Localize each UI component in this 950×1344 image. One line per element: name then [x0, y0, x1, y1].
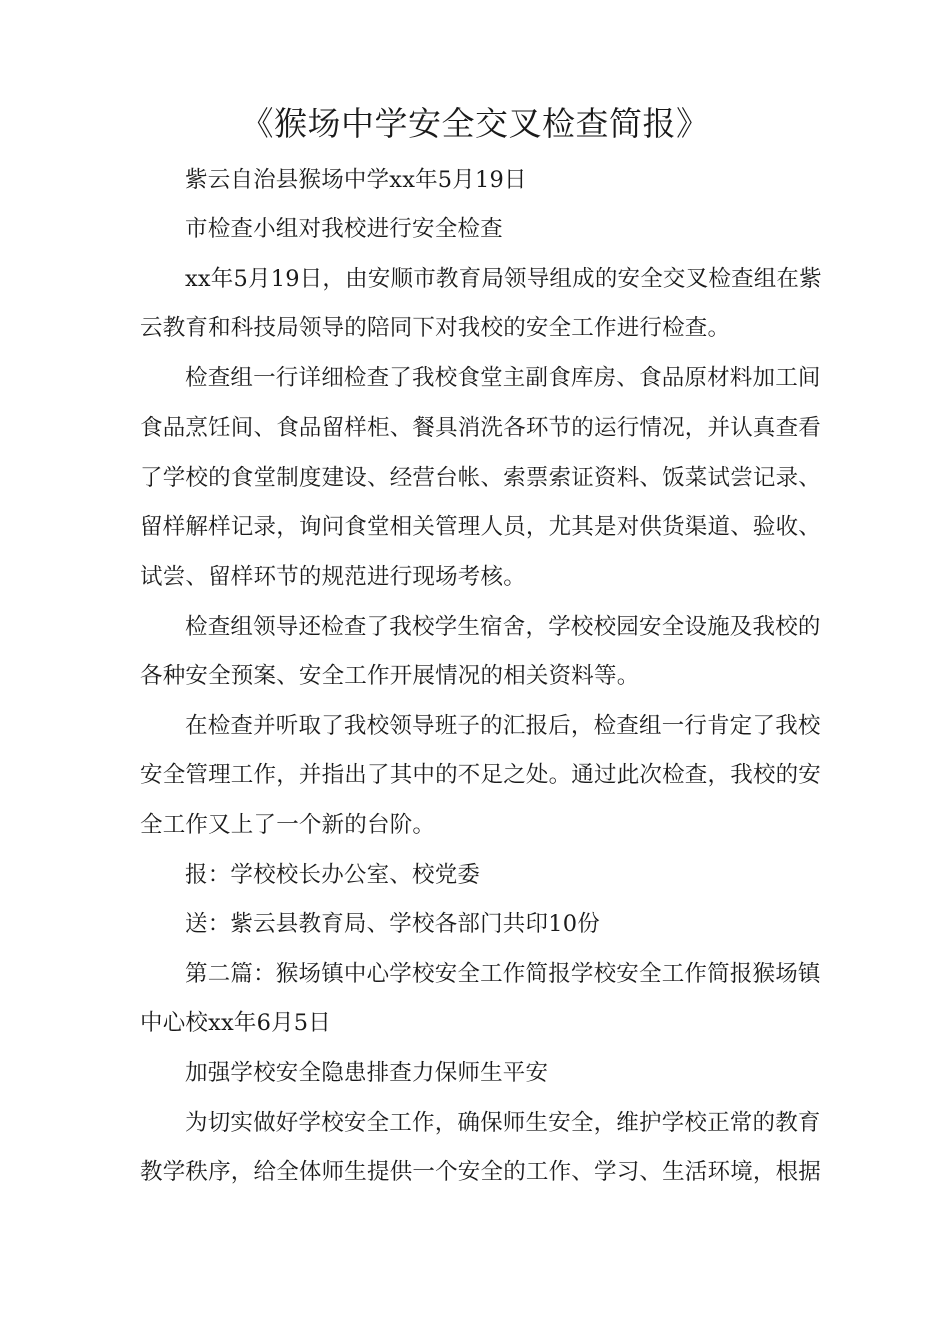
paragraph-line: 全工作又上了一个新的台阶。: [140, 812, 436, 838]
paragraph-line: xx年5月19日，由安顺市教育局领导组成的安全交叉检查组在紫: [185, 266, 822, 292]
paragraph-line: 了学校的食堂制度建设、经营台帐、索票索证资料、饭菜试尝记录、: [140, 465, 822, 491]
send-to-line: 送：紫云县教育局、学校各部门共印10份: [185, 911, 600, 937]
paragraph-line: 检查组一行详细检查了我校食堂主副食库房、食品原材料加工间: [185, 365, 821, 391]
paragraph-line: 在检查并听取了我校领导班子的汇报后，检查组一行肯定了我校: [185, 713, 821, 739]
date-line: 紫云自治县猴场中学xx年5月19日: [185, 167, 527, 193]
section-heading: 加强学校安全隐患排查力保师生平安: [185, 1060, 549, 1086]
paragraph-line: 教学秩序，给全体师生提供一个安全的工作、学习、生活环境，根据: [140, 1159, 822, 1185]
paragraph-line: 检查组领导还检查了我校学生宿舍，学校校园安全设施及我校的: [185, 614, 821, 640]
paragraph-line: 为切实做好学校安全工作，确保师生安全，维护学校正常的教育: [185, 1110, 821, 1136]
date-line: 中心校xx年6月5日: [140, 1010, 332, 1036]
report-to-line: 报：学校校长办公室、校党委: [185, 862, 481, 888]
paragraph-line: 试尝、留样环节的规范进行现场考核。: [140, 564, 526, 590]
paragraph-line: 安全管理工作，并指出了其中的不足之处。通过此次检查，我校的安: [140, 762, 822, 788]
paragraph-line: 云教育和科技局领导的陪同下对我校的安全工作进行检查。: [140, 315, 731, 341]
section-heading: 市检查小组对我校进行安全检查: [185, 216, 503, 242]
paragraph-line: 食品烹饪间、食品留样柜、餐具消洗各环节的运行情况，并认真查看: [140, 415, 822, 441]
document-title: 《猴场中学安全交叉检查简报》: [240, 104, 710, 143]
section-heading: 第二篇：猴场镇中心学校安全工作简报学校安全工作简报猴场镇: [185, 961, 821, 987]
paragraph-line: 各种安全预案、安全工作开展情况的相关资料等。: [140, 663, 640, 689]
paragraph-line: 留样解样记录，询问食堂相关管理人员，尤其是对供货渠道、验收、: [140, 514, 822, 540]
